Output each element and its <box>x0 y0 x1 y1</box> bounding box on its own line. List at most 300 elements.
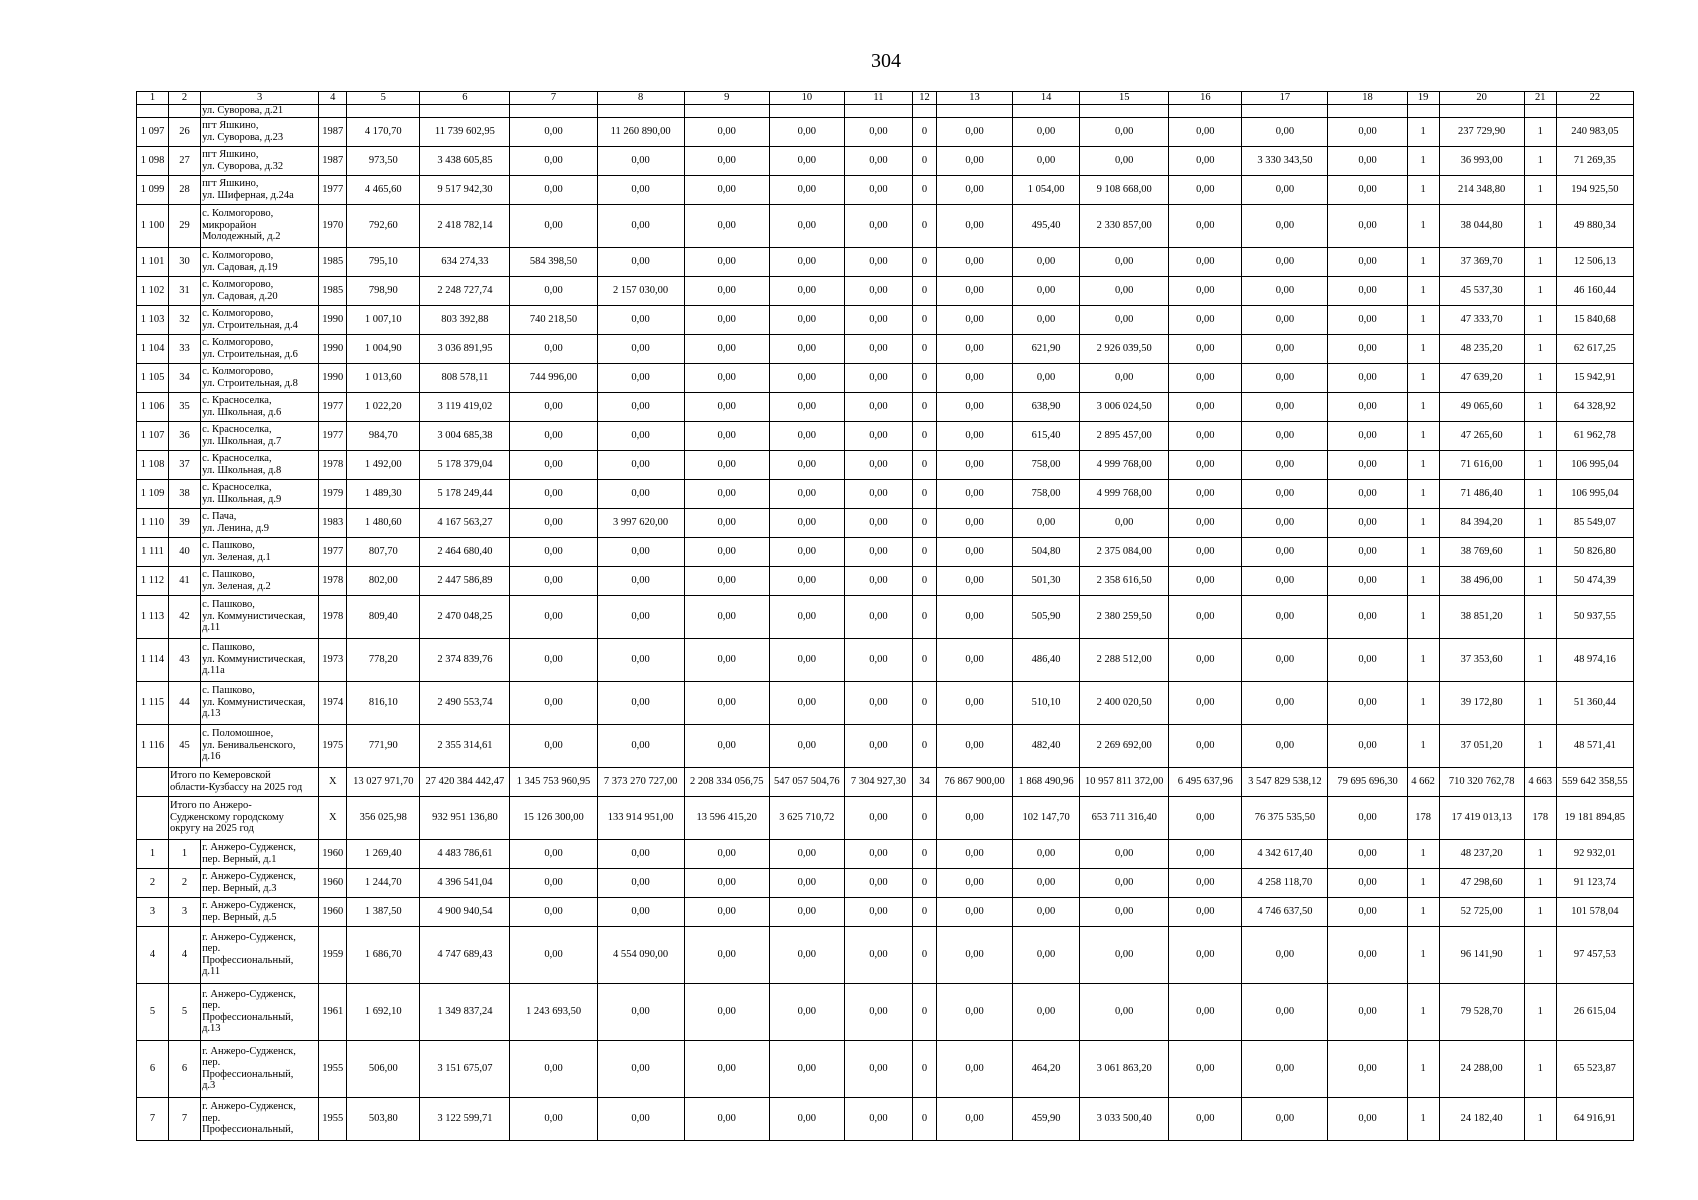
cell-col-17: 0,00 <box>1242 537 1328 566</box>
cell-col-14: 510,10 <box>1013 681 1080 724</box>
cell-col-12: 0 <box>912 204 936 247</box>
cell-col-18: 0,00 <box>1328 305 1407 334</box>
cell-col-21: 1 <box>1524 681 1556 724</box>
cell-col-5: 1 013,60 <box>347 363 420 392</box>
cell-col-2: 29 <box>169 204 201 247</box>
cell-col-8: 0,00 <box>597 479 684 508</box>
cell-col-5: 1 492,00 <box>347 450 420 479</box>
cell-col-19: 1 <box>1407 450 1439 479</box>
cell-col-8: 0,00 <box>597 175 684 204</box>
cell-col-7: 0,00 <box>510 537 597 566</box>
continuation-col-21 <box>1524 105 1556 118</box>
cell-col-7: 0,00 <box>510 450 597 479</box>
cell-col-4: 1977 <box>319 537 347 566</box>
cell-col-8: 0,00 <box>597 638 684 681</box>
cell-col-17: 0,00 <box>1242 479 1328 508</box>
cell-col-14: 459,90 <box>1013 1097 1080 1140</box>
cell-col-8: 4 554 090,00 <box>597 926 684 983</box>
table-row <box>137 508 1634 537</box>
continuation-col-22 <box>1556 105 1633 118</box>
cell-col-16: 0,00 <box>1169 334 1242 363</box>
cell-col-16: 0,00 <box>1169 421 1242 450</box>
cell-col-17: 0,00 <box>1242 334 1328 363</box>
cell-col-1: 1 <box>137 839 169 868</box>
cell-col-19: 1 <box>1407 1097 1439 1140</box>
cell-col-9: 0,00 <box>684 175 769 204</box>
cell-col-8: 0,00 <box>597 868 684 897</box>
cell-col-13: 0,00 <box>936 566 1012 595</box>
cell-col-2: 45 <box>169 724 201 767</box>
cell-col-12: 0 <box>912 983 936 1040</box>
cell-col-15: 2 926 039,50 <box>1080 334 1169 363</box>
cell-col-1: 1 115 <box>137 681 169 724</box>
housing-register-table <box>136 91 1634 1141</box>
cell-col-21: 1 <box>1524 868 1556 897</box>
total-col-5: 13 027 971,70 <box>347 767 420 796</box>
cell-col-12: 0 <box>912 146 936 175</box>
cell-col-1: 7 <box>137 1097 169 1140</box>
cell-col-3: с. Колмогорово, ул. Строительная, д.4 <box>201 305 319 334</box>
cell-col-19: 1 <box>1407 724 1439 767</box>
cell-col-13: 0,00 <box>936 595 1012 638</box>
cell-col-11: 0,00 <box>844 638 912 681</box>
cell-col-3: с. Пача, ул. Ленина, д.9 <box>201 508 319 537</box>
cell-col-2: 37 <box>169 450 201 479</box>
cell-col-5: 1 007,10 <box>347 305 420 334</box>
cell-col-4: 1977 <box>319 421 347 450</box>
cell-col-8: 0,00 <box>597 839 684 868</box>
cell-col-3: с. Красноселка, ул. Школьная, д.8 <box>201 450 319 479</box>
cell-col-10: 0,00 <box>769 681 844 724</box>
cell-col-15: 2 269 692,00 <box>1080 724 1169 767</box>
cell-col-10: 0,00 <box>769 839 844 868</box>
cell-col-14: 0,00 <box>1013 247 1080 276</box>
cell-col-14: 638,90 <box>1013 392 1080 421</box>
cell-col-11: 0,00 <box>844 508 912 537</box>
cell-col-2: 33 <box>169 334 201 363</box>
cell-col-3: с. Колмогорово, микрорайон Молодежный, д.2 <box>201 204 319 247</box>
cell-col-2: 35 <box>169 392 201 421</box>
cell-col-2: 42 <box>169 595 201 638</box>
cell-col-2: 40 <box>169 537 201 566</box>
cell-col-5: 973,50 <box>347 146 420 175</box>
cell-col-18: 0,00 <box>1328 508 1407 537</box>
continuation-col-10 <box>769 105 844 118</box>
cell-col-13: 0,00 <box>936 508 1012 537</box>
cell-col-20: 38 769,60 <box>1439 537 1524 566</box>
cell-col-18: 0,00 <box>1328 479 1407 508</box>
table-row <box>137 146 1634 175</box>
cell-col-10: 0,00 <box>769 537 844 566</box>
column-number-10: 10 <box>769 92 844 105</box>
cell-col-15: 2 375 084,00 <box>1080 537 1169 566</box>
table-row <box>137 276 1634 305</box>
cell-col-18: 0,00 <box>1328 926 1407 983</box>
cell-col-16: 0,00 <box>1169 276 1242 305</box>
cell-col-9: 0,00 <box>684 595 769 638</box>
total-col-14: 102 147,70 <box>1013 796 1080 839</box>
total-col-13: 0,00 <box>936 796 1012 839</box>
cell-col-17: 0,00 <box>1242 421 1328 450</box>
cell-col-5: 4 465,60 <box>347 175 420 204</box>
cell-col-20: 71 486,40 <box>1439 479 1524 508</box>
cell-col-3: с. Поломошное, ул. Бенивальенского, д.16 <box>201 724 319 767</box>
cell-col-8: 0,00 <box>597 983 684 1040</box>
cell-col-9: 0,00 <box>684 421 769 450</box>
cell-col-1: 1 099 <box>137 175 169 204</box>
cell-col-13: 0,00 <box>936 305 1012 334</box>
continuation-col-18 <box>1328 105 1407 118</box>
cell-col-8: 0,00 <box>597 421 684 450</box>
cell-col-10: 0,00 <box>769 983 844 1040</box>
continuation-col-11 <box>844 105 912 118</box>
cell-col-19: 1 <box>1407 247 1439 276</box>
cell-col-17: 0,00 <box>1242 595 1328 638</box>
cell-col-8: 0,00 <box>597 566 684 595</box>
table-row <box>137 392 1634 421</box>
continuation-row <box>137 105 1634 118</box>
cell-col-9: 0,00 <box>684 146 769 175</box>
table-row <box>137 421 1634 450</box>
cell-col-18: 0,00 <box>1328 724 1407 767</box>
cell-col-4: 1970 <box>319 204 347 247</box>
cell-col-4: 1985 <box>319 276 347 305</box>
cell-col-2: 34 <box>169 363 201 392</box>
cell-col-7: 0,00 <box>510 724 597 767</box>
cell-col-4: 1974 <box>319 681 347 724</box>
cell-col-21: 1 <box>1524 305 1556 334</box>
cell-col-9: 0,00 <box>684 117 769 146</box>
total-col-11: 7 304 927,30 <box>844 767 912 796</box>
cell-col-1: 1 110 <box>137 508 169 537</box>
cell-col-10: 0,00 <box>769 421 844 450</box>
cell-col-12: 0 <box>912 450 936 479</box>
cell-col-15: 0,00 <box>1080 897 1169 926</box>
cell-col-6: 2 355 314,61 <box>420 724 510 767</box>
cell-col-15: 0,00 <box>1080 305 1169 334</box>
cell-col-4: 1990 <box>319 305 347 334</box>
cell-col-19: 1 <box>1407 204 1439 247</box>
cell-col-9: 0,00 <box>684 566 769 595</box>
cell-col-2: 38 <box>169 479 201 508</box>
cell-col-19: 1 <box>1407 638 1439 681</box>
table-row <box>137 926 1634 983</box>
cell-col-16: 0,00 <box>1169 450 1242 479</box>
cell-col-13: 0,00 <box>936 204 1012 247</box>
cell-col-14: 0,00 <box>1013 117 1080 146</box>
cell-col-17: 0,00 <box>1242 566 1328 595</box>
cell-col-9: 0,00 <box>684 305 769 334</box>
cell-col-22: 64 916,91 <box>1556 1097 1633 1140</box>
cell-col-4: 1955 <box>319 1097 347 1140</box>
cell-col-7: 0,00 <box>510 595 597 638</box>
cell-col-6: 2 248 727,74 <box>420 276 510 305</box>
cell-col-2: 26 <box>169 117 201 146</box>
cell-col-2: 2 <box>169 868 201 897</box>
total-empty-cell <box>137 767 169 796</box>
cell-col-15: 0,00 <box>1080 508 1169 537</box>
continuation-col-7 <box>510 105 597 118</box>
cell-col-19: 1 <box>1407 537 1439 566</box>
total-col-10: 3 625 710,72 <box>769 796 844 839</box>
cell-col-4: 1978 <box>319 595 347 638</box>
cell-col-6: 11 739 602,95 <box>420 117 510 146</box>
cell-col-1: 1 101 <box>137 247 169 276</box>
cell-col-3: г. Анжеро-Судженск, пер. Верный, д.5 <box>201 897 319 926</box>
cell-col-21: 1 <box>1524 117 1556 146</box>
cell-col-1: 4 <box>137 926 169 983</box>
cell-col-21: 1 <box>1524 1040 1556 1097</box>
cell-col-11: 0,00 <box>844 421 912 450</box>
cell-col-5: 1 004,90 <box>347 334 420 363</box>
cell-col-22: 85 549,07 <box>1556 508 1633 537</box>
cell-col-2: 5 <box>169 983 201 1040</box>
cell-col-15: 0,00 <box>1080 117 1169 146</box>
cell-col-12: 0 <box>912 392 936 421</box>
cell-col-8: 0,00 <box>597 334 684 363</box>
cell-col-22: 50 474,39 <box>1556 566 1633 595</box>
cell-col-8: 0,00 <box>597 146 684 175</box>
cell-col-21: 1 <box>1524 421 1556 450</box>
cell-col-20: 47 333,70 <box>1439 305 1524 334</box>
cell-col-4: 1960 <box>319 897 347 926</box>
cell-col-17: 0,00 <box>1242 247 1328 276</box>
cell-col-2: 6 <box>169 1040 201 1097</box>
cell-col-6: 4 167 563,27 <box>420 508 510 537</box>
cell-col-5: 1 269,40 <box>347 839 420 868</box>
cell-col-20: 47 639,20 <box>1439 363 1524 392</box>
table-row <box>137 724 1634 767</box>
cell-col-2: 4 <box>169 926 201 983</box>
cell-col-20: 45 537,30 <box>1439 276 1524 305</box>
cell-col-1: 1 102 <box>137 276 169 305</box>
table-row <box>137 868 1634 897</box>
cell-col-20: 79 528,70 <box>1439 983 1524 1040</box>
cell-col-10: 0,00 <box>769 638 844 681</box>
cell-col-9: 0,00 <box>684 508 769 537</box>
table-row <box>137 117 1634 146</box>
cell-col-15: 3 033 500,40 <box>1080 1097 1169 1140</box>
cell-col-13: 0,00 <box>936 276 1012 305</box>
cell-col-10: 0,00 <box>769 305 844 334</box>
cell-col-5: 1 387,50 <box>347 897 420 926</box>
cell-col-22: 48 974,16 <box>1556 638 1633 681</box>
cell-col-16: 0,00 <box>1169 175 1242 204</box>
cell-col-3: с. Пашково, ул. Коммунистическая, д.11 <box>201 595 319 638</box>
cell-col-14: 0,00 <box>1013 508 1080 537</box>
cell-col-22: 12 506,13 <box>1556 247 1633 276</box>
cell-col-7: 0,00 <box>510 508 597 537</box>
cell-col-7: 0,00 <box>510 204 597 247</box>
cell-col-17: 0,00 <box>1242 681 1328 724</box>
cell-col-8: 0,00 <box>597 681 684 724</box>
cell-col-21: 1 <box>1524 276 1556 305</box>
cell-col-11: 0,00 <box>844 566 912 595</box>
cell-col-9: 0,00 <box>684 868 769 897</box>
cell-col-14: 621,90 <box>1013 334 1080 363</box>
cell-col-21: 1 <box>1524 204 1556 247</box>
cell-col-22: 51 360,44 <box>1556 681 1633 724</box>
cell-col-12: 0 <box>912 595 936 638</box>
cell-col-14: 486,40 <box>1013 638 1080 681</box>
cell-col-17: 0,00 <box>1242 638 1328 681</box>
cell-col-3: пгт Яшкино, ул. Суворова, д.23 <box>201 117 319 146</box>
cell-col-7: 0,00 <box>510 334 597 363</box>
total-col-12: 0 <box>912 796 936 839</box>
cell-col-22: 64 328,92 <box>1556 392 1633 421</box>
cell-col-16: 0,00 <box>1169 681 1242 724</box>
cell-col-19: 1 <box>1407 926 1439 983</box>
cell-col-11: 0,00 <box>844 247 912 276</box>
table-row <box>137 305 1634 334</box>
cell-col-12: 0 <box>912 1040 936 1097</box>
cell-col-2: 28 <box>169 175 201 204</box>
cell-col-20: 39 172,80 <box>1439 681 1524 724</box>
cell-col-13: 0,00 <box>936 1040 1012 1097</box>
cell-col-3: с. Колмогорово, ул. Строительная, д.6 <box>201 334 319 363</box>
cell-col-19: 1 <box>1407 983 1439 1040</box>
cell-col-16: 0,00 <box>1169 508 1242 537</box>
cell-col-18: 0,00 <box>1328 392 1407 421</box>
column-number-16: 16 <box>1169 92 1242 105</box>
cell-col-12: 0 <box>912 1097 936 1140</box>
cell-col-4: 1960 <box>319 868 347 897</box>
cell-col-8: 0,00 <box>597 247 684 276</box>
table-row <box>137 595 1634 638</box>
cell-col-19: 1 <box>1407 595 1439 638</box>
cell-col-17: 0,00 <box>1242 363 1328 392</box>
cell-col-14: 464,20 <box>1013 1040 1080 1097</box>
cell-col-16: 0,00 <box>1169 926 1242 983</box>
cell-col-4: 1990 <box>319 334 347 363</box>
cell-col-9: 0,00 <box>684 638 769 681</box>
continuation-col-19 <box>1407 105 1439 118</box>
total-col-10: 547 057 504,76 <box>769 767 844 796</box>
cell-col-15: 3 061 863,20 <box>1080 1040 1169 1097</box>
cell-col-6: 2 470 048,25 <box>420 595 510 638</box>
column-number-3: 3 <box>201 92 319 105</box>
cell-col-10: 0,00 <box>769 1097 844 1140</box>
cell-col-21: 1 <box>1524 724 1556 767</box>
continuation-col-17 <box>1242 105 1328 118</box>
cell-col-21: 1 <box>1524 146 1556 175</box>
cell-col-15: 9 108 668,00 <box>1080 175 1169 204</box>
cell-col-17: 4 746 637,50 <box>1242 897 1328 926</box>
cell-col-6: 4 900 940,54 <box>420 897 510 926</box>
cell-col-6: 634 274,33 <box>420 247 510 276</box>
cell-col-7: 0,00 <box>510 638 597 681</box>
cell-col-13: 0,00 <box>936 247 1012 276</box>
cell-col-6: 2 374 839,76 <box>420 638 510 681</box>
cell-col-17: 0,00 <box>1242 305 1328 334</box>
cell-col-2: 43 <box>169 638 201 681</box>
cell-col-10: 0,00 <box>769 247 844 276</box>
cell-col-7: 0,00 <box>510 392 597 421</box>
cell-col-3: г. Анжеро-Судженск, пер. Профессиональный, д.11 <box>201 926 319 983</box>
cell-col-1: 1 116 <box>137 724 169 767</box>
cell-col-15: 2 895 457,00 <box>1080 421 1169 450</box>
cell-col-9: 0,00 <box>684 334 769 363</box>
cell-col-14: 758,00 <box>1013 450 1080 479</box>
cell-col-9: 0,00 <box>684 724 769 767</box>
total-label: Итого по Кемеровской области-Кузбассу на 2025 год <box>169 767 319 796</box>
cell-col-9: 0,00 <box>684 276 769 305</box>
cell-col-21: 1 <box>1524 926 1556 983</box>
cell-col-4: 1961 <box>319 983 347 1040</box>
cell-col-6: 4 396 541,04 <box>420 868 510 897</box>
cell-col-7: 0,00 <box>510 897 597 926</box>
table-row <box>137 983 1634 1040</box>
continuation-col-14 <box>1013 105 1080 118</box>
cell-col-20: 48 235,20 <box>1439 334 1524 363</box>
cell-col-17: 0,00 <box>1242 276 1328 305</box>
cell-col-22: 101 578,04 <box>1556 897 1633 926</box>
column-number-4: 4 <box>319 92 347 105</box>
cell-col-19: 1 <box>1407 175 1439 204</box>
total-col-14: 1 868 490,96 <box>1013 767 1080 796</box>
total-col-20: 710 320 762,78 <box>1439 767 1524 796</box>
cell-col-11: 0,00 <box>844 868 912 897</box>
cell-col-18: 0,00 <box>1328 839 1407 868</box>
cell-col-11: 0,00 <box>844 276 912 305</box>
cell-col-6: 4 483 786,61 <box>420 839 510 868</box>
cell-col-6: 5 178 379,04 <box>420 450 510 479</box>
cell-col-12: 0 <box>912 305 936 334</box>
cell-col-2: 39 <box>169 508 201 537</box>
cell-col-12: 0 <box>912 638 936 681</box>
cell-col-4: 1975 <box>319 724 347 767</box>
cell-col-6: 2 490 553,74 <box>420 681 510 724</box>
cell-col-13: 0,00 <box>936 1097 1012 1140</box>
cell-col-7: 0,00 <box>510 175 597 204</box>
column-number-9: 9 <box>684 92 769 105</box>
cell-col-1: 3 <box>137 897 169 926</box>
cell-col-9: 0,00 <box>684 479 769 508</box>
cell-col-13: 0,00 <box>936 450 1012 479</box>
continuation-col-8 <box>597 105 684 118</box>
cell-col-4: 1978 <box>319 566 347 595</box>
cell-col-10: 0,00 <box>769 1040 844 1097</box>
cell-col-7: 0,00 <box>510 1097 597 1140</box>
total-col-20: 17 419 013,13 <box>1439 796 1524 839</box>
cell-col-11: 0,00 <box>844 681 912 724</box>
cell-col-5: 807,70 <box>347 537 420 566</box>
cell-col-2: 3 <box>169 897 201 926</box>
cell-col-5: 792,60 <box>347 204 420 247</box>
cell-col-16: 0,00 <box>1169 638 1242 681</box>
total-row <box>137 767 1634 796</box>
cell-col-14: 1 054,00 <box>1013 175 1080 204</box>
cell-col-20: 38 044,80 <box>1439 204 1524 247</box>
cell-col-16: 0,00 <box>1169 537 1242 566</box>
cell-col-7: 1 243 693,50 <box>510 983 597 1040</box>
cell-col-16: 0,00 <box>1169 117 1242 146</box>
cell-col-18: 0,00 <box>1328 983 1407 1040</box>
cell-col-11: 0,00 <box>844 479 912 508</box>
table-row <box>137 450 1634 479</box>
cell-col-13: 0,00 <box>936 363 1012 392</box>
cell-col-9: 0,00 <box>684 1040 769 1097</box>
cell-col-7: 0,00 <box>510 276 597 305</box>
column-number-11: 11 <box>844 92 912 105</box>
total-col-21: 4 663 <box>1524 767 1556 796</box>
total-col-16: 6 495 637,96 <box>1169 767 1242 796</box>
cell-col-20: 37 369,70 <box>1439 247 1524 276</box>
total-col-6: 27 420 384 442,47 <box>420 767 510 796</box>
cell-col-3: г. Анжеро-Судженск, пер. Верный, д.3 <box>201 868 319 897</box>
cell-col-21: 1 <box>1524 983 1556 1040</box>
cell-col-22: 61 962,78 <box>1556 421 1633 450</box>
